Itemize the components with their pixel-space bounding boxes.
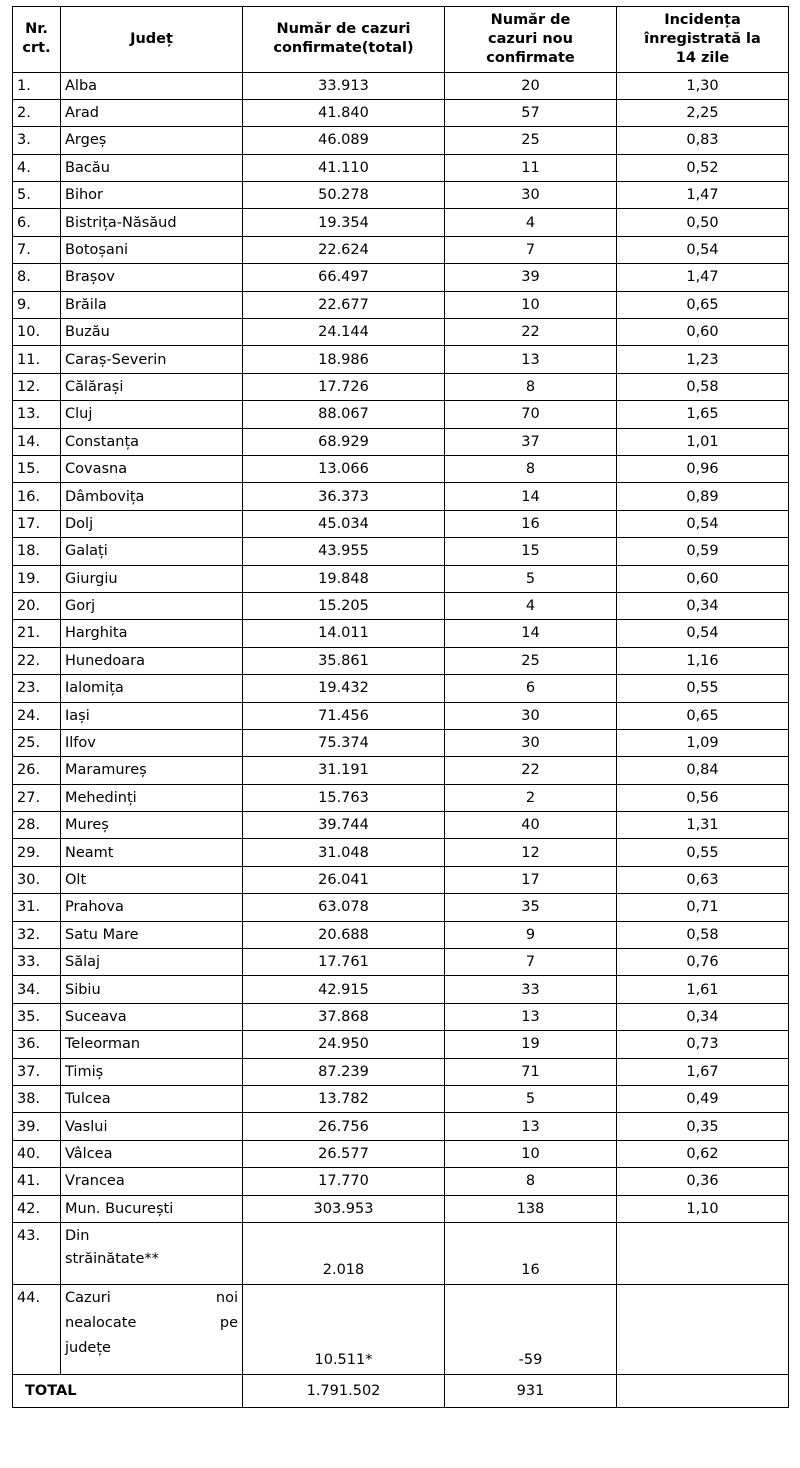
table-row — [13, 702, 789, 729]
cell-judet-line3: județe — [65, 1340, 111, 1357]
cell-judet: Constanța — [61, 428, 243, 455]
table-row — [13, 620, 789, 647]
table-row — [13, 538, 789, 565]
table-row — [13, 456, 789, 483]
cell-total-cases: 15.763 — [243, 784, 445, 811]
cell-new-cases: 25 — [445, 647, 617, 674]
cell-nr: 24. — [13, 702, 61, 729]
table-row — [13, 729, 789, 756]
table-row — [13, 647, 789, 674]
cell-nr: 31. — [13, 894, 61, 921]
cell-incidence: 0,73 — [617, 1031, 789, 1058]
cell-incidence: 0,54 — [617, 510, 789, 537]
cell-nr: 10. — [13, 319, 61, 346]
cell-incidence: 1,47 — [617, 182, 789, 209]
cell-judet: Arad — [61, 99, 243, 126]
cell-judet: Iași — [61, 702, 243, 729]
cell-nr: 29. — [13, 839, 61, 866]
table-row — [13, 949, 789, 976]
cell-total-cases: 31.191 — [243, 757, 445, 784]
cell-total-cases: 35.861 — [243, 647, 445, 674]
cell-judet: Brașov — [61, 264, 243, 291]
cell-total-cases: 17.761 — [243, 949, 445, 976]
cell-total-cases: 26.041 — [243, 866, 445, 893]
cell-incidence: 0,76 — [617, 949, 789, 976]
cell-incidence: 1,10 — [617, 1195, 789, 1222]
cell-incidence: 0,34 — [617, 592, 789, 619]
cell-total-cases: 14.011 — [243, 620, 445, 647]
cell-judet: Bacău — [61, 154, 243, 181]
cell-nr: 37. — [13, 1058, 61, 1085]
cell-judet: Vrancea — [61, 1168, 243, 1195]
cell-total-cases: 68.929 — [243, 428, 445, 455]
cell-judet: Caraș-Severin — [61, 346, 243, 373]
column-header-incidence — [617, 7, 789, 73]
cell-new-cases: 2 — [445, 784, 617, 811]
table-row — [13, 483, 789, 510]
cell-nr: 39. — [13, 1113, 61, 1140]
cell-incidence: 1,47 — [617, 264, 789, 291]
cell-nr: 30. — [13, 866, 61, 893]
table-row — [13, 1168, 789, 1195]
cell-new-cases: 138 — [445, 1195, 617, 1222]
table-row — [13, 127, 789, 154]
cell-new-cases: 22 — [445, 319, 617, 346]
cell-nr: 32. — [13, 921, 61, 948]
cell-total-cases: 2.018 — [243, 1222, 445, 1284]
cell-incidence: 0,63 — [617, 866, 789, 893]
column-header-new-line3: confirmate — [486, 49, 575, 66]
table-row — [13, 592, 789, 619]
cell-nr: 23. — [13, 675, 61, 702]
cell-judet — [61, 1222, 243, 1284]
cell-nr: 2. — [13, 99, 61, 126]
table-body — [13, 72, 789, 1407]
cell-nr: 15. — [13, 456, 61, 483]
cell-nr: 8. — [13, 264, 61, 291]
cell-total-cases: 37.868 — [243, 1003, 445, 1030]
cell-new-cases: 9 — [445, 921, 617, 948]
column-header-total-line1: Număr de cazuri — [276, 21, 411, 38]
cell-judet: Bihor — [61, 182, 243, 209]
cell-judet: Dâmbovița — [61, 483, 243, 510]
cell-new-cases: 5 — [445, 565, 617, 592]
cell-judet: Vâlcea — [61, 1140, 243, 1167]
cell-new-cases: 8 — [445, 456, 617, 483]
cell-nr: 1. — [13, 72, 61, 99]
cell-judet-line1: Din — [65, 1227, 90, 1244]
cell-judet: Maramureș — [61, 757, 243, 784]
cell-total-cases: 46.089 — [243, 127, 445, 154]
cell-nr: 44. — [13, 1284, 61, 1374]
cell-judet: Cluj — [61, 401, 243, 428]
cell-new-cases: 57 — [445, 99, 617, 126]
table-row — [13, 894, 789, 921]
cell-total-cases: 41.840 — [243, 99, 445, 126]
cell-total-cases: 88.067 — [243, 401, 445, 428]
table-row — [13, 1085, 789, 1112]
cell-total-cases: 22.677 — [243, 291, 445, 318]
cell-nr: 9. — [13, 291, 61, 318]
cell-new-cases: 16 — [445, 510, 617, 537]
cell-total-cases: 18.986 — [243, 346, 445, 373]
cell-new-cases: 37 — [445, 428, 617, 455]
cell-judet: Covasna — [61, 456, 243, 483]
cell-judet: Bistrița-Năsăud — [61, 209, 243, 236]
cell-incidence: 0,58 — [617, 921, 789, 948]
table-row — [13, 1195, 789, 1222]
cell-new-cases: 19 — [445, 1031, 617, 1058]
cell-nr: 38. — [13, 1085, 61, 1112]
cell-judet: Mehedinți — [61, 784, 243, 811]
cell-nr: 36. — [13, 1031, 61, 1058]
cell-incidence: 1,09 — [617, 729, 789, 756]
cell-new-cases: 4 — [445, 592, 617, 619]
cell-judet: Galați — [61, 538, 243, 565]
table-row — [13, 99, 789, 126]
cell-incidence: 1,65 — [617, 401, 789, 428]
cell-nr: 12. — [13, 373, 61, 400]
cell-new-cases: 39 — [445, 264, 617, 291]
cell-incidence: 0,58 — [617, 373, 789, 400]
cell-total-cases: 39.744 — [243, 812, 445, 839]
cell-nr: 11. — [13, 346, 61, 373]
table-row — [13, 373, 789, 400]
cell-judet-line2: străinătate** — [65, 1251, 159, 1268]
cell-judet: Ilfov — [61, 729, 243, 756]
cell-new-cases: 6 — [445, 675, 617, 702]
cell-judet: Gorj — [61, 592, 243, 619]
cell-total-cases: 26.756 — [243, 1113, 445, 1140]
cell-judet: Tulcea — [61, 1085, 243, 1112]
cell-nr: 43. — [13, 1222, 61, 1284]
cell-incidence: 0,84 — [617, 757, 789, 784]
cell-nr: 14. — [13, 428, 61, 455]
cell-total-cases: 22.624 — [243, 236, 445, 263]
cell-incidence: 1,30 — [617, 72, 789, 99]
cell-judet-line1-right: noi — [215, 1289, 238, 1306]
cell-incidence: 0,54 — [617, 620, 789, 647]
cell-incidence: 0,56 — [617, 784, 789, 811]
cell-new-cases: 30 — [445, 702, 617, 729]
cell-judet: Mureș — [61, 812, 243, 839]
cell-incidence: 1,23 — [617, 346, 789, 373]
cell-total-cases: 63.078 — [243, 894, 445, 921]
cell-total-cases: 17.770 — [243, 1168, 445, 1195]
table-row — [13, 154, 789, 181]
cell-nr: 19. — [13, 565, 61, 592]
cell-incidence: 0,65 — [617, 291, 789, 318]
cell-new-cases: 13 — [445, 1003, 617, 1030]
table-row — [13, 510, 789, 537]
cell-total-cases: 42.915 — [243, 976, 445, 1003]
cell-total-cases: 50.278 — [243, 182, 445, 209]
cell-judet: Hunedoara — [61, 647, 243, 674]
cell-new-cases: 13 — [445, 1113, 617, 1140]
cell-judet: Mun. București — [61, 1195, 243, 1222]
cell-judet-line2-right: pe — [219, 1315, 238, 1332]
cell-incidence: 0,60 — [617, 565, 789, 592]
cell-new-cases: 10 — [445, 1140, 617, 1167]
cell-new-cases: 30 — [445, 182, 617, 209]
table-row — [13, 921, 789, 948]
cell-incidence: 0,49 — [617, 1085, 789, 1112]
column-header-judet: Județ — [61, 7, 243, 73]
cell-judet: Dolj — [61, 510, 243, 537]
cell-judet: Ialomița — [61, 675, 243, 702]
cell-new-cases: 8 — [445, 1168, 617, 1195]
table-row — [13, 319, 789, 346]
cell-incidence: 1,01 — [617, 428, 789, 455]
column-header-new — [445, 7, 617, 73]
cell-total-cases: 75.374 — [243, 729, 445, 756]
cell-new-cases: 25 — [445, 127, 617, 154]
cell-nr: 35. — [13, 1003, 61, 1030]
cell-judet: Sălaj — [61, 949, 243, 976]
header-row — [13, 7, 789, 73]
cell-nr: 6. — [13, 209, 61, 236]
cell-total-cases: 36.373 — [243, 483, 445, 510]
table-row — [13, 72, 789, 99]
cell-incidence: 1,67 — [617, 1058, 789, 1085]
cell-incidence: 0,65 — [617, 702, 789, 729]
cell-total-cases: 13.066 — [243, 456, 445, 483]
cell-nr: 28. — [13, 812, 61, 839]
cell-incidence: 1,16 — [617, 647, 789, 674]
table-row — [13, 784, 789, 811]
table-header — [13, 7, 789, 73]
cell-judet: Prahova — [61, 894, 243, 921]
cell-new-cases: 7 — [445, 949, 617, 976]
cell-judet: Alba — [61, 72, 243, 99]
cell-new-cases: 71 — [445, 1058, 617, 1085]
table-row-abroad — [13, 1222, 789, 1284]
cell-total-cases: 71.456 — [243, 702, 445, 729]
table-row — [13, 182, 789, 209]
column-header-nr-line2: crt. — [22, 40, 51, 57]
table-row — [13, 428, 789, 455]
total-label: TOTAL — [13, 1374, 243, 1407]
table-row — [13, 401, 789, 428]
table-row — [13, 675, 789, 702]
cell-total-cases: 10.511* — [243, 1284, 445, 1374]
cell-total-cases: 19.848 — [243, 565, 445, 592]
cell-judet: Satu Mare — [61, 921, 243, 948]
cell-new-cases: 17 — [445, 866, 617, 893]
cell-incidence: 0,34 — [617, 1003, 789, 1030]
cell-new-cases: 5 — [445, 1085, 617, 1112]
cell-nr: 7. — [13, 236, 61, 263]
cell-incidence: 0,89 — [617, 483, 789, 510]
cell-new-cases: 13 — [445, 346, 617, 373]
cell-judet: Călărași — [61, 373, 243, 400]
total-incidence-value — [617, 1374, 789, 1407]
table-row — [13, 1113, 789, 1140]
cell-total-cases: 13.782 — [243, 1085, 445, 1112]
cell-nr: 5. — [13, 182, 61, 209]
cell-new-cases: 20 — [445, 72, 617, 99]
cell-nr: 27. — [13, 784, 61, 811]
table-row — [13, 757, 789, 784]
cell-new-cases: 14 — [445, 483, 617, 510]
table-row-unallocated — [13, 1284, 789, 1374]
table-row — [13, 209, 789, 236]
cell-judet: Brăila — [61, 291, 243, 318]
cell-judet: Suceava — [61, 1003, 243, 1030]
cell-judet-line2-left: nealocate — [65, 1315, 137, 1332]
cell-incidence: 2,25 — [617, 99, 789, 126]
table-row — [13, 291, 789, 318]
cell-new-cases: 35 — [445, 894, 617, 921]
cell-total-cases: 31.048 — [243, 839, 445, 866]
cell-nr: 20. — [13, 592, 61, 619]
table-row — [13, 866, 789, 893]
cell-new-cases: 14 — [445, 620, 617, 647]
column-header-nr — [13, 7, 61, 73]
cell-total-cases: 20.688 — [243, 921, 445, 948]
table-row — [13, 1031, 789, 1058]
cell-incidence: 0,55 — [617, 839, 789, 866]
table-row — [13, 839, 789, 866]
table-row — [13, 1140, 789, 1167]
total-new-cases-value: 931 — [445, 1374, 617, 1407]
table-row — [13, 1003, 789, 1030]
cell-new-cases: 30 — [445, 729, 617, 756]
column-header-nr-line1: Nr. — [25, 21, 48, 38]
cell-judet: Neamt — [61, 839, 243, 866]
cell-incidence: 0,35 — [617, 1113, 789, 1140]
cell-new-cases: 12 — [445, 839, 617, 866]
cell-nr: 16. — [13, 483, 61, 510]
table-row — [13, 236, 789, 263]
cell-total-cases: 66.497 — [243, 264, 445, 291]
cell-judet: Sibiu — [61, 976, 243, 1003]
cell-incidence — [617, 1284, 789, 1374]
cell-incidence: 0,36 — [617, 1168, 789, 1195]
cell-judet: Buzău — [61, 319, 243, 346]
cell-judet: Teleorman — [61, 1031, 243, 1058]
table-row — [13, 976, 789, 1003]
cell-nr: 4. — [13, 154, 61, 181]
cell-new-cases: 8 — [445, 373, 617, 400]
cell-total-cases: 17.726 — [243, 373, 445, 400]
cell-incidence: 0,52 — [617, 154, 789, 181]
column-header-new-line2: cazuri nou — [488, 30, 573, 47]
column-header-incidence-line3: 14 zile — [675, 49, 730, 66]
cell-incidence: 0,59 — [617, 538, 789, 565]
table-row — [13, 565, 789, 592]
cell-total-cases: 19.432 — [243, 675, 445, 702]
cell-nr: 3. — [13, 127, 61, 154]
table-row-total — [13, 1374, 789, 1407]
cell-new-cases: 33 — [445, 976, 617, 1003]
cell-new-cases: 4 — [445, 209, 617, 236]
covid-cases-table — [12, 6, 789, 1408]
cell-total-cases: 26.577 — [243, 1140, 445, 1167]
cell-nr: 42. — [13, 1195, 61, 1222]
cell-incidence: 0,96 — [617, 456, 789, 483]
cell-total-cases: 15.205 — [243, 592, 445, 619]
cell-new-cases: 70 — [445, 401, 617, 428]
cell-nr: 13. — [13, 401, 61, 428]
table-row — [13, 264, 789, 291]
table-row — [13, 812, 789, 839]
cell-incidence: 0,55 — [617, 675, 789, 702]
cell-judet: Argeș — [61, 127, 243, 154]
cell-new-cases: 7 — [445, 236, 617, 263]
cell-incidence: 0,62 — [617, 1140, 789, 1167]
cell-judet: Botoșani — [61, 236, 243, 263]
cell-incidence: 0,50 — [617, 209, 789, 236]
cell-judet: Giurgiu — [61, 565, 243, 592]
cell-total-cases: 24.950 — [243, 1031, 445, 1058]
cell-nr: 33. — [13, 949, 61, 976]
cell-nr: 25. — [13, 729, 61, 756]
cell-total-cases: 43.955 — [243, 538, 445, 565]
total-cases-value: 1.791.502 — [243, 1374, 445, 1407]
column-header-incidence-line2: înregistrată la — [644, 30, 761, 47]
cell-total-cases: 24.144 — [243, 319, 445, 346]
cell-new-cases: 11 — [445, 154, 617, 181]
cell-nr: 21. — [13, 620, 61, 647]
cell-nr: 41. — [13, 1168, 61, 1195]
cell-total-cases: 87.239 — [243, 1058, 445, 1085]
cell-total-cases: 303.953 — [243, 1195, 445, 1222]
cell-new-cases: -59 — [445, 1284, 617, 1374]
cell-total-cases: 33.913 — [243, 72, 445, 99]
cell-new-cases: 22 — [445, 757, 617, 784]
cell-total-cases: 41.110 — [243, 154, 445, 181]
cell-judet: Harghita — [61, 620, 243, 647]
cell-judet: Vaslui — [61, 1113, 243, 1140]
cell-judet: Olt — [61, 866, 243, 893]
cell-nr: 40. — [13, 1140, 61, 1167]
cell-new-cases: 40 — [445, 812, 617, 839]
table-row — [13, 1058, 789, 1085]
cell-judet: Timiș — [61, 1058, 243, 1085]
column-header-total — [243, 7, 445, 73]
cell-incidence: 0,60 — [617, 319, 789, 346]
cell-incidence — [617, 1222, 789, 1284]
column-header-total-line2: confirmate(total) — [273, 40, 414, 57]
table-row — [13, 346, 789, 373]
cell-new-cases: 16 — [445, 1222, 617, 1284]
cell-judet-line1-left: Cazuri — [65, 1289, 111, 1306]
cell-incidence: 1,31 — [617, 812, 789, 839]
cell-judet — [61, 1284, 243, 1374]
cell-total-cases: 45.034 — [243, 510, 445, 537]
cell-incidence: 0,71 — [617, 894, 789, 921]
cell-new-cases: 10 — [445, 291, 617, 318]
cell-nr: 22. — [13, 647, 61, 674]
cell-new-cases: 15 — [445, 538, 617, 565]
cell-nr: 26. — [13, 757, 61, 784]
cell-nr: 17. — [13, 510, 61, 537]
cell-total-cases: 19.354 — [243, 209, 445, 236]
cell-nr: 34. — [13, 976, 61, 1003]
cell-incidence: 1,61 — [617, 976, 789, 1003]
column-header-incidence-line1: Incidența — [664, 12, 741, 28]
cell-incidence: 0,54 — [617, 236, 789, 263]
cell-nr: 18. — [13, 538, 61, 565]
cell-incidence: 0,83 — [617, 127, 789, 154]
column-header-new-line1: Număr de — [490, 12, 571, 28]
